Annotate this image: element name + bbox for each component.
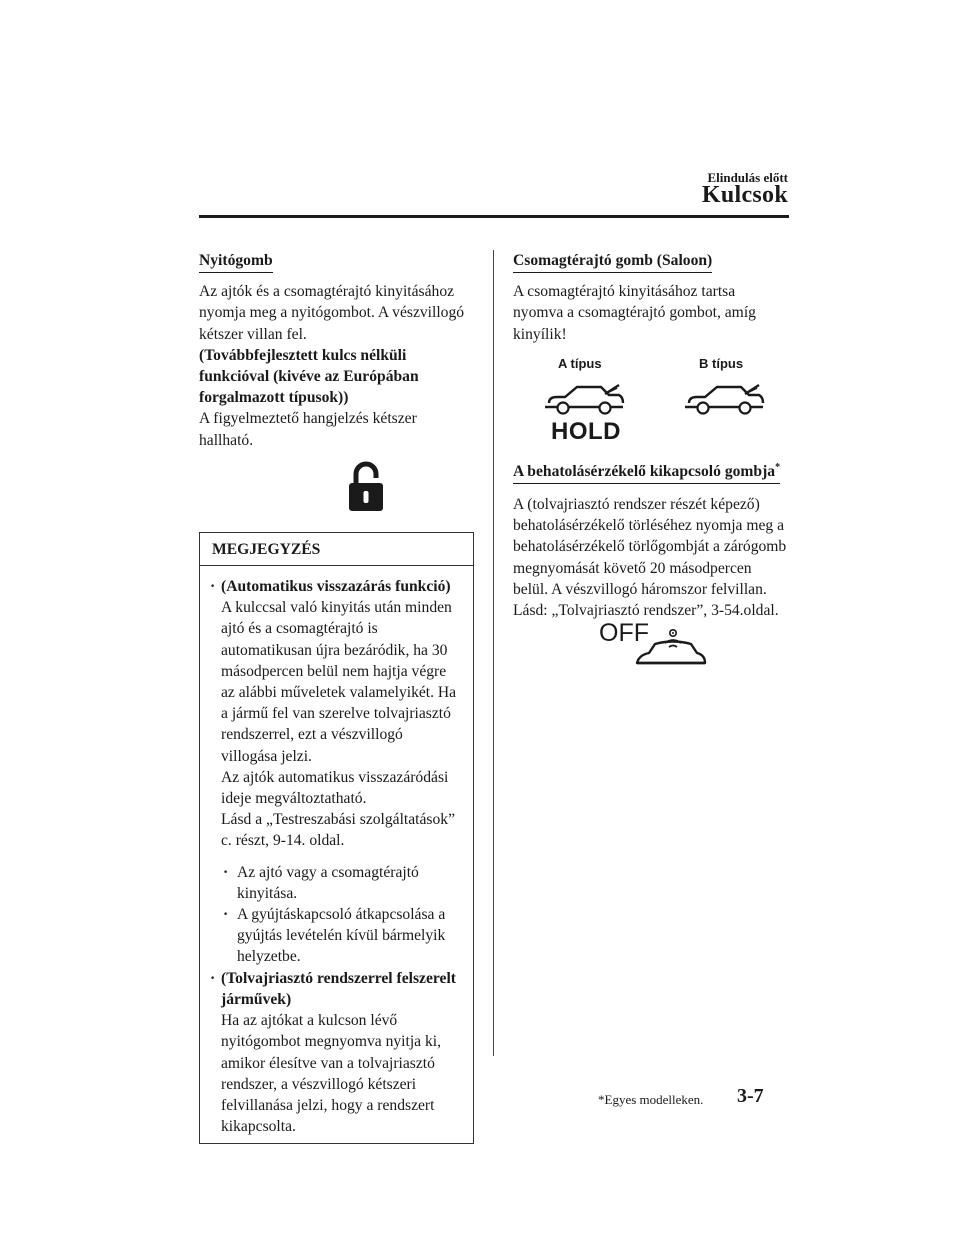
- item-title: · (Tolvajriasztó rendszerrel felszerelt járművek): [221, 969, 456, 1008]
- hold-label: HOLD: [551, 417, 621, 445]
- paragraph: A figyelmeztető hangjelzés kétszer hallható.: [199, 410, 417, 449]
- paragraph-bold: (Továbbfejlesztett kulcs nélküli funkcióval (kivéve az Európában forgalmazott típusok)): [199, 346, 419, 407]
- item-text: Az ajtók automatikus visszazáródási ideje megváltoztatható.: [221, 768, 449, 808]
- note-title: MEGJEGYZÉS: [200, 533, 473, 566]
- section-title: Elindulás előtt: [707, 170, 788, 185]
- page-number: 3-7: [737, 1085, 764, 1107]
- right-column: [513, 250, 789, 673]
- sub-list-item: · Az ajtó vagy a csomagtérajtó kinyitása.: [223, 862, 463, 904]
- paragraph: A (tolvajriasztó rendszer részét képező) behatolásérzékelő törléséhez nyomja meg a behatolásérzékelő törlőgombját a zárógomb megnyomását követő 20 másodpercen belül. A vészvillogó háromszor felvillan.: [513, 496, 787, 598]
- left-column: [199, 250, 474, 1144]
- type-a-label: A típus: [558, 355, 602, 371]
- off-label: OFF: [599, 619, 649, 648]
- item-text: Ha az ajtókat a kulcson lévő nyitógombot megnyomva nyitja ki, amikor élesítve van a tolvajriasztó rendszer, a vészvillogó kétszeri felvillanása jelzi, hogy a rendszert kikapcsolta.: [221, 1012, 442, 1136]
- intrusion-sensor-car-icon: [633, 627, 709, 671]
- heading-trunk-button: Csomagtérajtó gomb (Saloon): [513, 250, 712, 273]
- footnote: *Egyes modelleken.: [598, 1092, 704, 1107]
- item-text: Lásd a „Testreszabási szolgáltatások” c. részt, 9-14. oldal.: [221, 811, 456, 850]
- paragraph: A csomagtérajtó kinyitásához tartsa nyomva a csomagtérajtó gombot, amíg kinyílik!: [513, 283, 756, 343]
- item-title: · (Automatikus visszazárás funkció): [221, 578, 451, 596]
- unlock-icon: [347, 461, 385, 513]
- intrusion-off-figure: [513, 619, 789, 673]
- paragraph: Lásd: „Tolvajriasztó rendszer”, 3-54.oldal.: [513, 602, 779, 620]
- trunk-open-car-icon: [683, 377, 765, 417]
- trunk-button-figure: [513, 353, 789, 453]
- paragraph: Az ajtók és a csomagtérajtó kinyitásához nyomja meg a nyitógombot. A vészvillogó kétszer villan fel.: [199, 283, 465, 343]
- page-title: Kulcsok: [701, 182, 788, 208]
- note-body: [200, 566, 473, 1143]
- type-b-label: B típus: [699, 355, 744, 371]
- heading-nyitogomb: Nyitógomb: [199, 250, 273, 273]
- heading-intrusion-sensor: A behatolásérzékelő kikapcsoló gombja*: [513, 461, 780, 484]
- trunk-open-car-icon: [543, 377, 625, 417]
- list-item: [210, 576, 463, 852]
- list-item: [210, 968, 463, 1138]
- sub-list-item: · A gyújtáskapcsoló átkapcsolása a gyújtás levételén kívül bármelyik helyzetbe.: [223, 904, 463, 968]
- item-text: A kulccsal való kinyitás után minden ajtó és a csomagtérajtó is automatikusan újra bezáródik, ha 30 másodpercen belül nem hajtja végre az alábbi műveletek valamelyikét. Ha a jármű fel van szerelve tolvajriasztó rendszerrel, ezt a vészvillogó villogása jelzi.: [221, 599, 457, 765]
- column-divider: [493, 250, 494, 1056]
- unlock-figure: [199, 461, 474, 516]
- header-rule: [199, 215, 789, 218]
- note-box: [199, 532, 474, 1144]
